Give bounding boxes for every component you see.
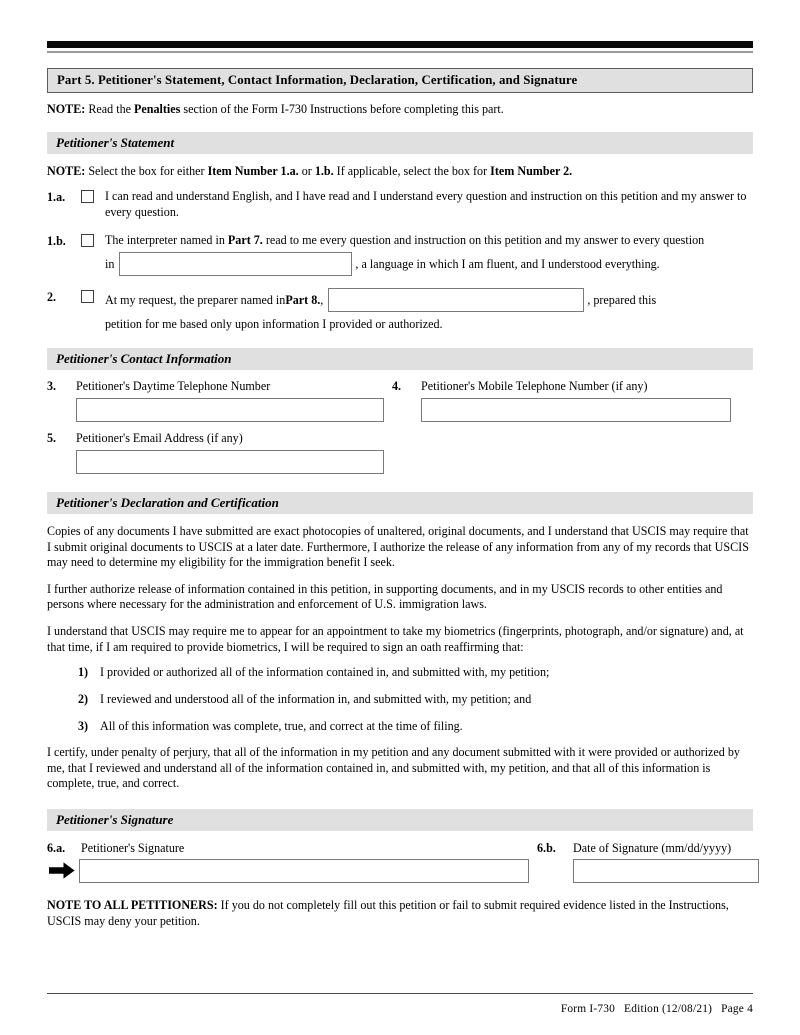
statement-note-text-1: Select the box for either [85,164,208,178]
footer-form-number: Form I-730 [560,1003,616,1015]
signature-field-group [47,841,537,883]
footer-divider [47,993,753,994]
footer-page-number: Page 4 [721,1003,753,1015]
section-title: Petitioner's Signature [56,811,174,827]
item-1b-in-label: in [105,257,115,271]
part-5-header [47,68,753,93]
bottom-note-prefix: NOTE TO ALL PETITIONERS: [47,897,218,912]
item-1b-text-2: read to me every question and instruction on this petition and my answer to every question [262,233,705,247]
date-field-number: 6.b. [537,840,556,855]
date-field-label: Date of Signature (mm/dd/yyyy) [573,840,732,855]
statement-note-bold-2: Item Number 2. [490,164,573,178]
top-rule-thin [47,51,753,53]
contact-field-daytime-phone [47,379,392,422]
oath-item [47,718,753,734]
oath-list [47,664,753,734]
footer-edition: Edition (12/08/21) [624,1003,713,1015]
declaration-paragraph-3: I understand that USCIS may require me to appear for an appointment to take my biometrics (fingerprints, photograph, and/or signature) and, at that time, if I am required to provide biometrics, I will be required to sign an oath reaffirming that: [47,623,744,654]
statement-note-text-2: or [298,164,315,178]
contact-field-4-label: Petitioner's Mobile Telephone Number (if any) [421,379,648,393]
contact-row-2 [47,431,753,474]
oath-item [47,691,753,707]
section-petitioners-signature [47,809,753,831]
top-rule-thick [47,41,753,48]
petitioner-signature-input[interactable] [79,859,529,883]
item-1a-text: I can read and understand English, and I have read and I understand every question and instruction on this petition and my answer to every question. [105,189,747,219]
footer [561,1003,753,1015]
daytime-telephone-input[interactable] [76,398,384,422]
statement-note-bold-1b: 1.b. [314,164,334,178]
contact-field-3-number: 3. [47,379,57,393]
interpreter-language-input[interactable] [119,252,352,276]
mobile-telephone-input[interactable] [421,398,731,422]
item-1b-part7-bold: Part 7. [227,233,263,247]
item-2-text-3: , prepared this [587,293,657,307]
contact-field-5-number: 5. [47,431,57,445]
item-2-number: 2. [47,290,57,304]
contact-field-5-label: Petitioner's Email Address (if any) [76,431,243,445]
date-field-row [537,859,759,883]
oath-item-number: 3) [78,719,89,734]
item-1b-language-row [105,252,753,276]
note-prefix: NOTE: [47,102,86,116]
email-address-input[interactable] [76,450,384,474]
oath-item-number: 2) [78,692,89,707]
part-5-note [47,101,753,117]
arrow-right-icon [47,862,79,879]
oath-item-number: 1) [78,665,89,680]
item-1b-checkbox[interactable] [81,234,94,247]
item-1b-number: 1.b. [47,234,66,248]
preparer-name-input[interactable] [328,288,584,312]
item-1a-checkbox[interactable] [81,190,94,203]
contact-field-email [47,431,392,474]
date-field-head [537,841,759,856]
declaration-paragraph-1: Copies of any documents I have submitted are exact photocopies of unaltered, original documents, and I understand that USCIS may require that I submit original documents to USCIS at a later date. Furthermore, I authorize the release of any information from any of my records that USCIS may need to determine my eligibility for the immigration benefit I seek. [47,524,749,570]
item-1b-text-line1 [105,232,753,248]
date-of-signature-input[interactable] [573,859,759,883]
note-penalties-bold: Penalties [134,102,181,116]
item-1b-row [47,232,753,276]
bottom-note [47,897,753,929]
item-2-preparer-row [105,288,753,312]
statement-note-bold-1a: Item Number 1.a. [207,164,299,178]
section-title: Petitioner's Declaration and Certification [56,495,279,510]
note-text-2: section of the Form I-730 Instructions before completing this part. [180,102,504,116]
item-1b-text-1: The interpreter named in [105,233,228,247]
item-1a-number: 1.a. [47,190,66,204]
section-petitioners-statement [47,132,753,154]
statement-note-text-3: If applicable, select the box for [333,164,491,178]
declaration-paragraph-2: I further authorize release of information contained in this petition, in supporting documents, and in my USCIS records to other entities and persons where necessary for the administration and enforcement of U.S. immigration laws. [47,581,723,612]
item-1b-body [105,232,753,276]
declaration-paragraph-4: I certify, under penalty of perjury, that all of the information in my petition and any document submitted with it were provided or authorized by me, that I reviewed and understand all of the information contained in, and submitted with, my petition, and that all of this information is complete, true, and correct. [47,745,740,791]
section-petitioners-contact-information [47,348,753,370]
item-2-text-4: petition for me based only upon information I provided or authorized. [105,317,443,331]
oath-item-text: I provided or authorized all of the information contained in, and submitted with, my petition; [100,665,550,680]
signature-field-number: 6.a. [47,840,66,855]
signature-field-head [47,841,537,856]
part-5-title: Part 5. Petitioner's Statement, Contact Information, Declaration, Certification, and Signature [57,73,578,87]
item-2-row [47,288,753,332]
signature-field-row [47,859,537,883]
date-field-group [537,841,759,883]
contact-field-mobile-phone [392,379,753,422]
item-2-text-1: At my request, the preparer named in [105,293,286,307]
statement-note-prefix: NOTE: [47,164,86,178]
contact-field-3-label: Petitioner's Daytime Telephone Number [76,379,271,393]
signature-field-label: Petitioner's Signature [81,840,185,855]
oath-item-text: I reviewed and understood all of the information in, and submitted with, my petition; and [100,692,532,707]
statement-note [47,163,753,179]
section-petitioners-declaration-and-certification [47,492,753,514]
item-1b-text-3: , a language in which I am fluent, and I understood everything. [355,257,660,271]
section-title: Petitioner's Contact Information [56,351,232,366]
item-2-part8-bold: Part 8. [285,293,321,307]
contact-field-4-number: 4. [392,379,402,393]
item-2-body [105,288,753,332]
note-text-1: Read the [85,102,135,116]
oath-item-text: All of this information was complete, true, and correct at the time of filing. [100,719,463,734]
item-2-text-2: , [320,293,324,307]
section-title: Petitioner's Statement [56,135,175,150]
oath-item [47,664,753,680]
item-1a-row [47,188,753,220]
item-2-checkbox[interactable] [81,290,94,303]
signature-block [47,841,753,883]
bottom-note-text: If you do not completely fill out this petition or fail to submit required evidence listed in the Instructions, USCIS may deny your petition. [47,897,729,928]
contact-row-1 [47,379,753,422]
